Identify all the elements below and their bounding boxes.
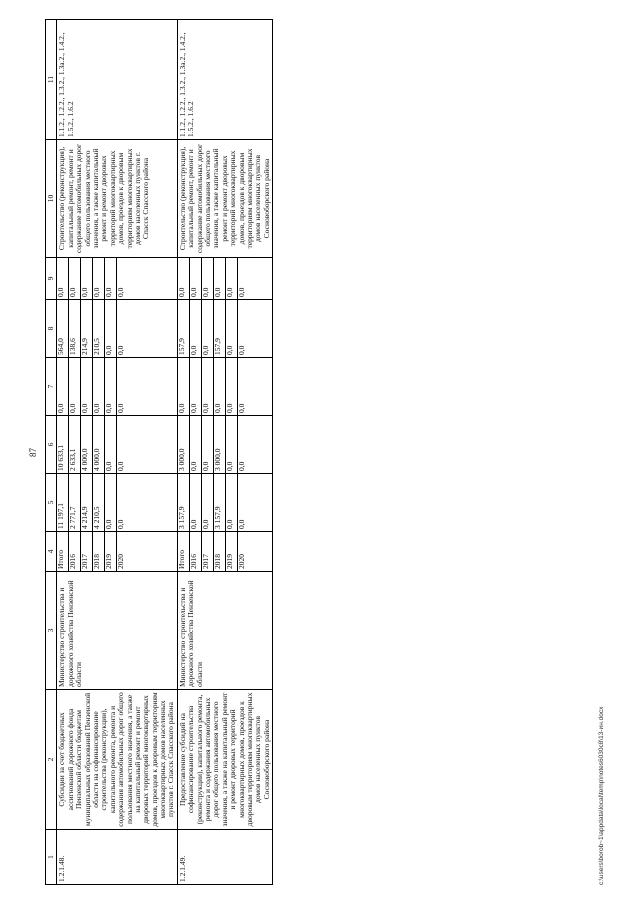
column-header-2: 2 — [46, 690, 57, 830]
column-header-6: 6 — [46, 416, 57, 474]
column-header-9: 9 — [46, 258, 57, 300]
value-cell: 0,0 — [93, 258, 105, 299]
value-cell: 0,0 — [202, 358, 214, 415]
value-cell: 210,5 — [93, 300, 105, 357]
row-expected-result: Строительство (реконструкция), капитальный ремонт, ремонт и содержание автомобильных дорог общего пользования местного значения, а также капитальный ремонт и ремонт дворовых территорий многоквартирных домов, проездов к дворовым территориям многоквартирных домов населенных пунктов г. Спасск Спасского района — [57, 140, 177, 258]
value-cell: 2019 — [105, 532, 117, 571]
value-cell: 0,0 — [190, 258, 202, 299]
value-cell: 214,9 — [81, 300, 93, 357]
value-cell: 0,0 — [236, 461, 246, 471]
value-cell: 2018 — [93, 532, 105, 571]
row-number: 1.2.1.49. — [177, 830, 272, 885]
value-cell: 0,0 — [105, 474, 117, 531]
value-cell: 2020 — [236, 554, 246, 569]
row-number: 1.2.1.48. — [57, 830, 177, 885]
value-cell: 0,0 — [214, 358, 226, 415]
row-c9-values — [177, 258, 272, 300]
value-cell: 0,0 — [226, 474, 238, 531]
table-row — [57, 20, 177, 885]
value-cell: 0,0 — [214, 258, 226, 299]
row-indicators: 1.1.2., 1.2.2., 1.3.2., 1.3а.2., 1.4.2., 1.5.2., 1.6.2 — [177, 20, 272, 140]
value-cell: 4 210,5 — [93, 474, 105, 531]
value-cell: 0,0 — [69, 258, 81, 299]
value-cell: 3 157,9 — [178, 474, 190, 531]
value-cell: 0,0 — [190, 474, 202, 531]
value-cell: 0,0 — [202, 300, 214, 357]
value-cell: 4 214,9 — [81, 474, 93, 531]
value-cell: 2 633,1 — [69, 416, 81, 473]
value-cell: 2 771,7 — [69, 474, 81, 531]
row-expected-result: Строительство (реконструкция), капитальный ремонт, ремонт и содержание автомобильных дорог общего пользования местного значения, а также капитальный ремонт и ремонт дворовых территорий многоквартирных домов, проездов к дворовым территориям многоквартирных домов населенных пунктов Сосновоборского района — [177, 140, 272, 258]
column-header-8: 8 — [46, 300, 57, 358]
value-cell: 0,0 — [190, 358, 202, 415]
value-cell: 2017 — [202, 532, 214, 571]
row-c5-values — [177, 474, 272, 532]
program-table — [45, 19, 273, 885]
value-cell: 0,0 — [93, 358, 105, 415]
column-header-4: 4 — [46, 532, 57, 572]
value-cell: 0,0 — [236, 403, 246, 413]
value-cell: 2017 — [81, 532, 93, 571]
row-indicators: 1.1.2., 1.2.2., 1.3.2., 1.3а.2., 1.4.2., 1.5.2., 1.6.2 — [57, 20, 177, 140]
value-cell: 0,0 — [178, 258, 190, 299]
value-cell: 0,0 — [236, 519, 246, 529]
value-cell: 0,0 — [116, 287, 126, 297]
header-row — [46, 20, 57, 885]
row-c8-values — [57, 300, 177, 358]
value-cell: 0,0 — [116, 519, 126, 529]
value-cell: 10 633,1 — [57, 416, 69, 473]
value-cell: 0,0 — [105, 358, 117, 415]
value-cell: 0,0 — [116, 345, 126, 355]
column-header-1: 1 — [46, 830, 57, 885]
row-years-values — [177, 532, 272, 572]
value-cell: 0,0 — [226, 300, 238, 357]
row-c6-values — [57, 416, 177, 474]
value-cell: Итого — [57, 532, 69, 571]
value-cell: 3 000,0 — [214, 416, 226, 473]
value-cell: 4 000,0 — [93, 416, 105, 473]
value-cell: 138,6 — [69, 300, 81, 357]
row-c6-values — [177, 416, 272, 474]
value-cell: 0,0 — [236, 287, 246, 297]
column-header-10: 10 — [46, 140, 57, 258]
value-cell: 0,0 — [226, 358, 238, 415]
value-cell: 0,0 — [190, 300, 202, 357]
value-cell: 0,0 — [116, 403, 126, 413]
row-description: Субсидии за счет бюджетных ассигнований дорожного фонда Пензенской области бюджетам муниципальных образований Пензенской области на софинансирование строительства (реконструкции), капитального ремонта, ремонта и содержания автомобильных дорог общего пользования местного значения, а также на капитальный ремонт и ремонт дворовых территорий многоквартирных домов, проездов к дворовым территориям многоквартирных домов населенных пунктов г. Спасск Спасского района — [57, 690, 177, 830]
value-cell: 0,0 — [116, 461, 126, 471]
row-description: Предоставление субсидий на софинансирование строительства (реконструкции), капитального ремонта, ремонта и содержания автомобильных дорог общего пользования местного значения, а также на капитальный ремонт и ремонт дворовых территорий многоквартирных домов, проездов к дворовым территориям многоквартирных домов населенных пунктов Сосновоборского района — [177, 690, 272, 830]
column-header-11: 11 — [46, 20, 57, 140]
value-cell: 0,0 — [202, 416, 214, 473]
value-cell: 3 157,9 — [214, 474, 226, 531]
column-header-7: 7 — [46, 358, 57, 416]
value-cell: 0,0 — [81, 258, 93, 299]
value-cell: 0,0 — [226, 258, 238, 299]
row-executor: Министерство строительства и дорожного хозяйства Пензенской области — [177, 572, 272, 690]
table-row — [177, 20, 272, 885]
value-cell: 0,0 — [236, 345, 246, 355]
value-cell: 0,0 — [105, 416, 117, 473]
row-c5-values — [57, 474, 177, 532]
value-cell: 2020 — [116, 554, 126, 569]
column-header-5: 5 — [46, 474, 57, 532]
value-cell: 0,0 — [202, 258, 214, 299]
page-number: 87 — [28, 448, 38, 457]
row-c9-values — [57, 258, 177, 300]
value-cell: 0,0 — [226, 416, 238, 473]
value-cell: 4 000,0 — [81, 416, 93, 473]
value-cell: 0,0 — [105, 300, 117, 357]
row-c7-values — [57, 358, 177, 416]
value-cell: 0,0 — [178, 358, 190, 415]
value-cell: 0,0 — [57, 258, 69, 299]
value-cell: Итого — [178, 532, 190, 571]
value-cell: 2016 — [69, 532, 81, 571]
value-cell: 0,0 — [202, 474, 214, 531]
value-cell: 0,0 — [57, 358, 69, 415]
value-cell: 3 000,0 — [178, 416, 190, 473]
value-cell: 11 197,1 — [57, 474, 69, 531]
value-cell: 0,0 — [190, 416, 202, 473]
footer-file-path: c:\users\borob~1\appdata\local\temp\notes6030c8\13-ин.docx — [598, 706, 605, 885]
value-cell: 0,0 — [105, 258, 117, 299]
column-header-3: 3 — [46, 572, 57, 690]
row-executor: Министерство строительства и дорожного хозяйства Пензенской области — [57, 572, 177, 690]
value-cell: 0,0 — [69, 358, 81, 415]
value-cell: 564,0 — [57, 300, 69, 357]
value-cell: 157,9 — [178, 300, 190, 357]
value-cell: 2016 — [190, 532, 202, 571]
row-c8-values — [177, 300, 272, 358]
row-years-values — [57, 532, 177, 572]
value-cell: 0,0 — [81, 358, 93, 415]
value-cell: 2019 — [226, 532, 238, 571]
row-c7-values — [177, 358, 272, 416]
value-cell: 157,9 — [214, 300, 226, 357]
value-cell: 2018 — [214, 532, 226, 571]
